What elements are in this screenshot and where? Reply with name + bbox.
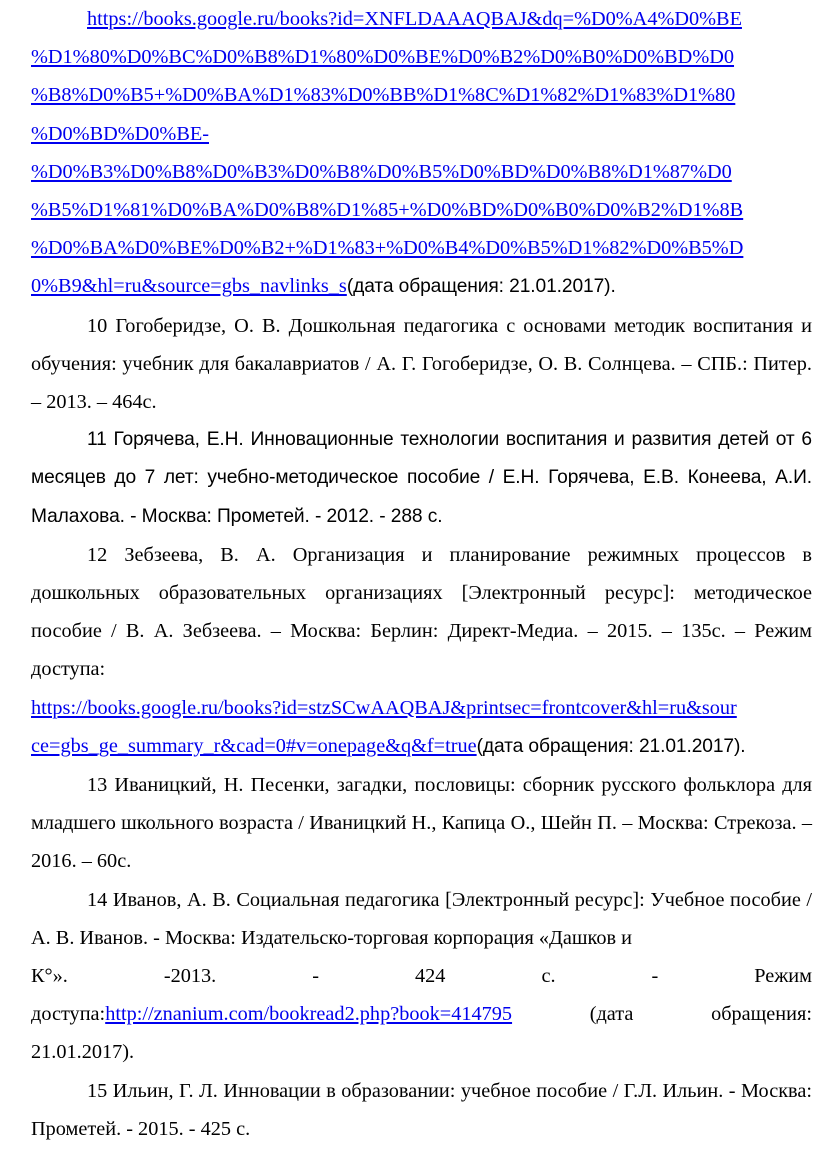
reference-14-word: с. [541, 965, 556, 988]
reference-15: 15 Ильин, Г. Л. Инновации в образовании: учебное пособие / Г.Л. Ильин. - Москва: Прометей. - 2015. - 425 с. [31, 1079, 812, 1140]
reference-9-url-last-line [31, 267, 812, 306]
reference-11: 11 Горячева, Е.Н. Инновационные технологии воспитания и развития детей от 6 месяцев до 7 лет: учебно-методическое пособие / Е.Н. Горячева, Е.В. Конеева, А.И. Малахова. - Москва: Прометей. - 2012. - 288 с. [31, 429, 812, 527]
reference-10: 10 Гогоберидзе, О. В. Дошкольная педагогика с основами методик воспитания и обучения: учебник для бакалавриатов / А. Г. Гогоберидзе, О. В. Солнцева. – СПБ.: Питер. – 2013. – 464с. [31, 314, 812, 414]
reference-14-word: К°». [31, 965, 68, 988]
reference-13: 13 Иваницкий, Н. Песенки, загадки, пословицы: сборник русского фольклора для младшего школьного возраста / Иваницкий Н., Капица О., Шейн П. – Москва: Стрекоза. – 2016. – 60с. [31, 774, 812, 873]
reference-14-access-word: обращения: [711, 1003, 812, 1026]
reference-14-word: - [651, 965, 659, 988]
reference-12-url-line[interactable]: https://books.google.ru/books?id=stzSCwAAQBAJ&printsec=frontcover&hl=ru&sour [31, 696, 737, 719]
reference-9-url-line[interactable]: https://books.google.ru/books?id=XNFLDAAAQBAJ&dq=%D0%A4%D0%BE [87, 8, 742, 30]
reference-9-url-line[interactable]: %D1%80%D0%BC%D0%B8%D1%80%D0%BE%D0%B2%D0%B0%D0%BD%D0 [31, 46, 735, 69]
reference-12-text: 12 Зебзеева, В. А. Организация и планирование режимных процессов в дошкольных образовательных организациях [Электронный ресурс]: методическое пособие / В. А. Зебзеева. – Москва: Берлин: Директ-Медиа. – 2015. – 135с. – Режим доступа: [31, 543, 812, 681]
reference-14-spread-line [31, 957, 812, 995]
reference-12-url-last-line [31, 727, 812, 766]
reference-14-word: 424 [415, 965, 446, 988]
reference-9-url-line[interactable]: %D0%BA%D0%BE%D0%B2+%D1%83+%D0%B4%D0%B5%D1%82%D0%B5%D [31, 237, 744, 260]
reference-14-text: 14 Иванов, А. В. Социальная педагогика [Электронный ресурс]: Учебное пособие / А. В. Иванов. - Москва: Издательско-торговая корпорация «Дашков и [31, 888, 812, 949]
reference-12-access-date: (дата обращения: 21.01.2017). [476, 735, 746, 757]
reference-9-url-line[interactable]: %D0%B3%D0%B8%D0%B3%D0%B8%D0%B5%D0%BD%D0%B8%D1%87%D0 [31, 160, 732, 183]
reference-9-access-date: (дата обращения: 21.01.2017). [346, 276, 616, 298]
reference-14-access-word: (дата [589, 1003, 634, 1026]
reference-14-access-link-wrap [31, 995, 512, 1033]
reference-14-word: - [312, 965, 320, 988]
reference-12-url-line[interactable]: ce=gbs_ge_summary_r&cad=0#v=onepage&q&f=true [31, 734, 477, 757]
reference-9-url-line[interactable]: %B8%D0%B5+%D0%BA%D1%83%D0%BB%D1%8C%D1%82%D1%83%D1%80 [31, 84, 736, 107]
reference-14-access-line [31, 995, 812, 1033]
reference-14-access-date: 21.01.2017). [31, 1041, 135, 1064]
reference-9-url-line[interactable]: %D0%BD%D0%BE- [31, 122, 209, 145]
reference-14-url[interactable]: http://znanium.com/bookread2.php?book=414795 [105, 1003, 513, 1026]
reference-9-url-line[interactable]: 0%B9&hl=ru&source=gbs_navlinks_s [31, 275, 347, 298]
reference-12 [31, 536, 812, 689]
reference-14-word: -2013. [163, 965, 217, 988]
reference-14-access-prefix: доступа: [31, 1003, 106, 1026]
reference-9-url-line[interactable]: %B5%D1%81%D0%BA%D0%B8%D1%85+%D0%BD%D0%B0%D0%B2%D1%8B [31, 199, 744, 222]
reference-9-continuation [31, 0, 812, 307]
reference-14 [31, 881, 812, 957]
reference-14-word: Режим [754, 965, 812, 988]
